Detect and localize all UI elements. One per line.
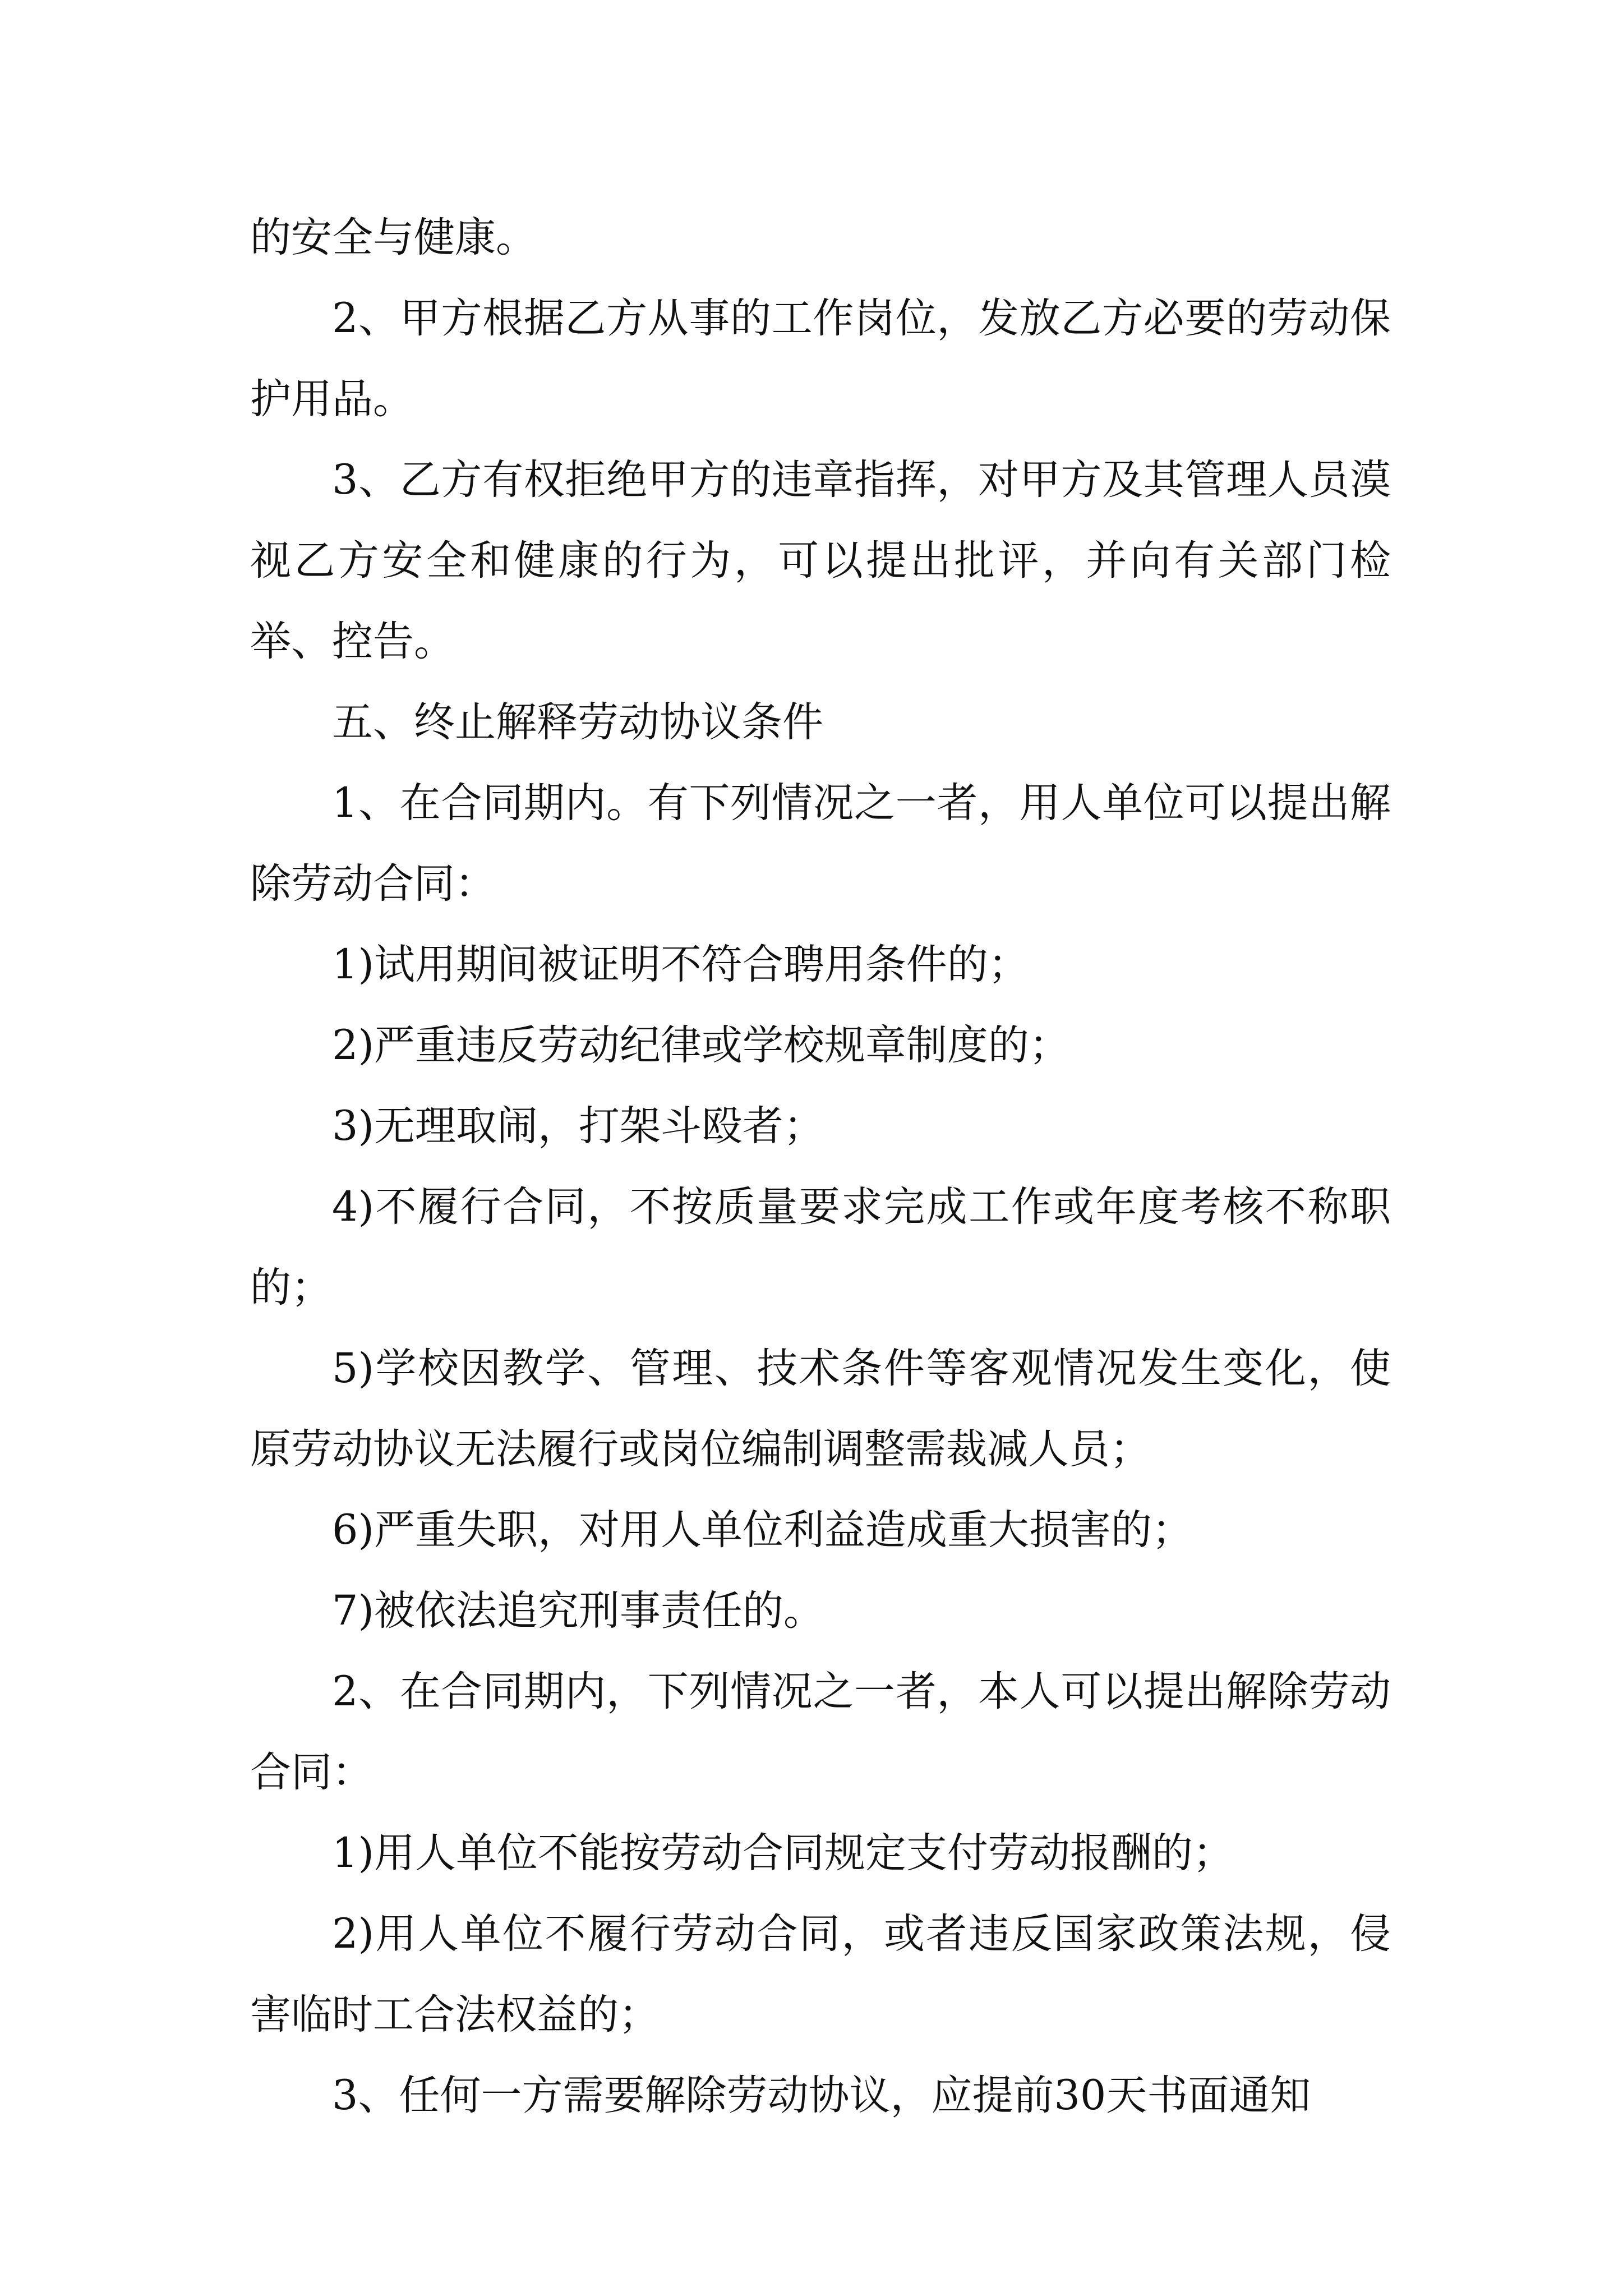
section-heading-termination: 五、终止解释劳动协议条件 <box>332 698 823 746</box>
paragraph-item-3-right-to-refuse: 3、乙方有权拒绝甲方的违章指挥，对甲方及其管理人员漠视乙方安全和健康的行为，可以提出批评，并向有关部门检举、控告。 <box>250 456 1391 665</box>
list-item-objective-change: 5)学校因教学、管理、技术条件等客观情况发生变化，使原劳动协议无法履行或岗位编制调整需裁减人员； <box>250 1345 1391 1473</box>
list-item-contract-breach: 2)用人单位不履行劳动合同，或者违反国家政策法规，侵害临时工合法权益的； <box>250 1910 1391 2039</box>
list-item-nonperformance: 4)不履行合同，不按质量要求完成工作或年度考核不称职的； <box>250 1183 1391 1312</box>
paragraph-notice-period: 3、任何一方需要解除劳动协议，应提前30天书面通知 <box>332 2072 1311 2119</box>
paragraph-continuation: 的安全与健康。 <box>250 214 537 261</box>
paragraph-employee-termination-intro: 2、在合同期内，下列情况之一者，本人可以提出解除劳动合同： <box>250 1668 1391 1796</box>
paragraph-employer-termination-intro: 1、在合同期内。有下列情况之一者，用人单位可以提出解除劳动合同： <box>250 779 1391 908</box>
paragraph-item-2-protective-equipment: 2、甲方根据乙方从事的工作岗位，发放乙方必要的劳动保护用品。 <box>250 295 1391 423</box>
list-item-unpaid-wages: 1)用人单位不能按劳动合同规定支付劳动报酬的； <box>332 1829 1234 1877</box>
list-item-misconduct: 3)无理取闹，打架斗殴者； <box>332 1102 824 1150</box>
list-item-criminal-liability: 7)被依法追究刑事责任的。 <box>332 1587 824 1635</box>
list-item-dereliction: 6)严重失职，对用人单位利益造成重大损害的； <box>332 1506 1193 1554</box>
list-item-probation: 1)试用期间被证明不符合聘用条件的； <box>332 941 1029 988</box>
document-body <box>250 197 1391 2136</box>
list-item-discipline-violation: 2)严重违反劳动纪律或学校规章制度的； <box>332 1022 1070 1069</box>
